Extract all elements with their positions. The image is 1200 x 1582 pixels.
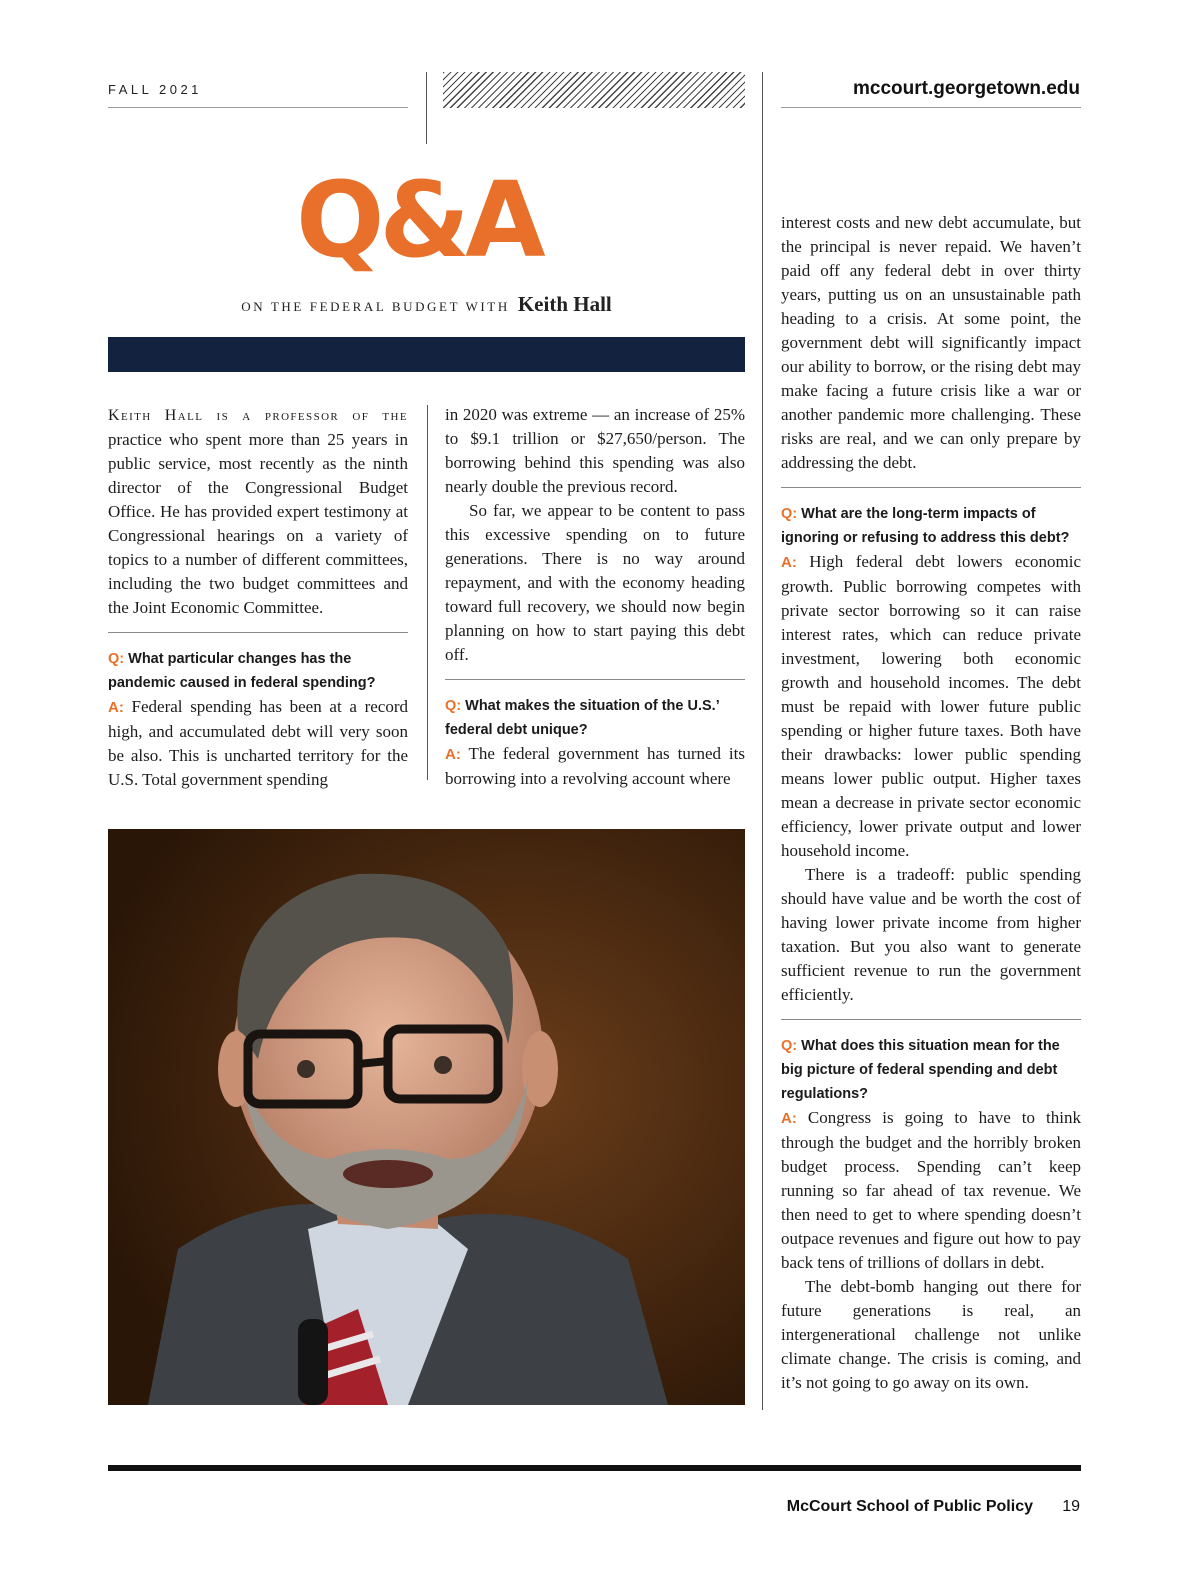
question-text: What particular changes has the pandemic caused in federal spending? (108, 651, 376, 691)
column-divider-right (762, 72, 763, 1410)
column-3 (781, 211, 1081, 1395)
portrait-illustration (108, 829, 745, 1405)
answer-paragraph (781, 1275, 1081, 1395)
q-marker: Q: (781, 1038, 798, 1054)
a-marker: A: (781, 554, 797, 571)
intro-lead: Keith Hall is a professor of the (108, 407, 408, 424)
intro-paragraph (108, 403, 408, 620)
intro-text: practice who spent more than 25 years in public service, most recently as the ninth director of the Congressional Budget Office. He has provided expert testimony at Congressional hearings on a variety of topics to a number of different committees, including the two budget committees and the Joint Economic Committee. (108, 430, 408, 617)
question-2 (445, 694, 745, 742)
question-text: What does this situation mean for the big picture of federal spending and debt regulations? (781, 1038, 1060, 1102)
answer-text: There is a tradeoff: public spending should have value and be worth the cost of having lower private income from higher taxation. But you also want to generate sufficient revenue to run the government efficiently. (781, 865, 1081, 1004)
answer-text: High federal debt lowers economic growth. Public borrowing competes with private sector borrowing so it can raise interest rates, which can reduce private investment, lowering both economic growth and household incomes. The debt must be repaid with lower future public spending or higher future taxes. Both have their drawbacks: lower public spending means lower public output. Higher taxes mean a decrease in private sector economic efficiency, lower private output and lower household income. (781, 552, 1082, 860)
question-4 (781, 1034, 1081, 1106)
page-number: 19 (1062, 1498, 1080, 1515)
website-link[interactable]: mccourt.georgetown.edu (853, 78, 1080, 99)
header-rule-right (781, 107, 1081, 108)
answer-text: interest costs and new debt accumulate, but the principal is never repaid. We haven’t paid off any federal debt in over thirty years, putting us on an unsustainable path heading to a crisis. At some point, the government debt will significantly impact our ability to borrow, or the rising debt may make facing a future crisis like a war or another pandemic more challenging. These risks are real, and we can only prepare by addressing the debt. (781, 213, 1081, 472)
question-3 (781, 502, 1081, 550)
answer-paragraph (781, 550, 1081, 863)
issue-season: FALL 2021 (108, 82, 202, 97)
q-marker: Q: (781, 506, 798, 522)
column-divider-left (427, 405, 428, 780)
answer-text: in 2020 was extreme — an increase of 25% to $9.1 trillion or $27,650/person. The borrowing behind this spending was also nearly double the previous record. (445, 405, 745, 496)
answer-paragraph (445, 403, 745, 499)
header-divider (426, 72, 427, 144)
answer-paragraph (108, 695, 408, 792)
answer-text: The debt-bomb hanging out there for future generations is real, an intergenerational challenge not unlike climate change. The crisis is coming, and it’s not going to go away on its own. (781, 1277, 1081, 1392)
divider (445, 679, 745, 680)
answer-text: The federal government has turned its borrowing into a revolving account where (445, 744, 745, 788)
header-rule-left (108, 107, 408, 108)
a-marker: A: (108, 699, 124, 716)
answer-text: So far, we appear to be content to pass this excessive spending on to future generations. There is no way around repayment, and with the economy heading toward full recovery, we should now begin planning on how to start paying this debt off. (445, 501, 745, 664)
q-marker: Q: (445, 698, 462, 714)
footer-school-name: McCourt School of Public Policy (786, 1498, 1033, 1515)
hatch-pattern (443, 72, 745, 108)
q-marker: Q: (108, 651, 125, 667)
a-marker: A: (445, 746, 461, 763)
answer-paragraph (445, 499, 745, 667)
answer-paragraph (445, 742, 745, 791)
column-2 (445, 403, 745, 791)
question-text: What makes the situation of the U.S.’ federal debt unique? (445, 698, 719, 738)
title-bar (108, 337, 745, 372)
answer-text: Federal spending has been at a record high, and accumulated debt will very soon be also. This is uncharted territory for the U.S. Total government spending (108, 697, 409, 789)
answer-paragraph (781, 211, 1081, 475)
divider (108, 632, 408, 633)
subtitle (108, 292, 745, 317)
portrait-photo (108, 829, 745, 1405)
column-1 (108, 403, 408, 792)
answer-text: Congress is going to have to think through the budget and the horribly broken budget process. Spending can’t keep running so far ahead of tax revenue. We then need to get to where spending doesn’t outpace revenues and figure out how to pay back tens of trillions of dollars in debt. (781, 1108, 1082, 1272)
question-1 (108, 647, 408, 695)
answer-paragraph (781, 1106, 1081, 1275)
subtitle-kicker: ON THE FEDERAL BUDGET WITH (241, 299, 510, 314)
a-marker: A: (781, 1110, 797, 1127)
question-text: What are the long-term impacts of ignoring or refusing to address this debt? (781, 506, 1070, 546)
footer-rule (108, 1465, 1081, 1471)
qa-title: Q&A (296, 159, 541, 281)
answer-paragraph (781, 863, 1081, 1007)
subtitle-name: Keith Hall (517, 292, 612, 316)
divider (781, 487, 1081, 488)
divider (781, 1019, 1081, 1020)
